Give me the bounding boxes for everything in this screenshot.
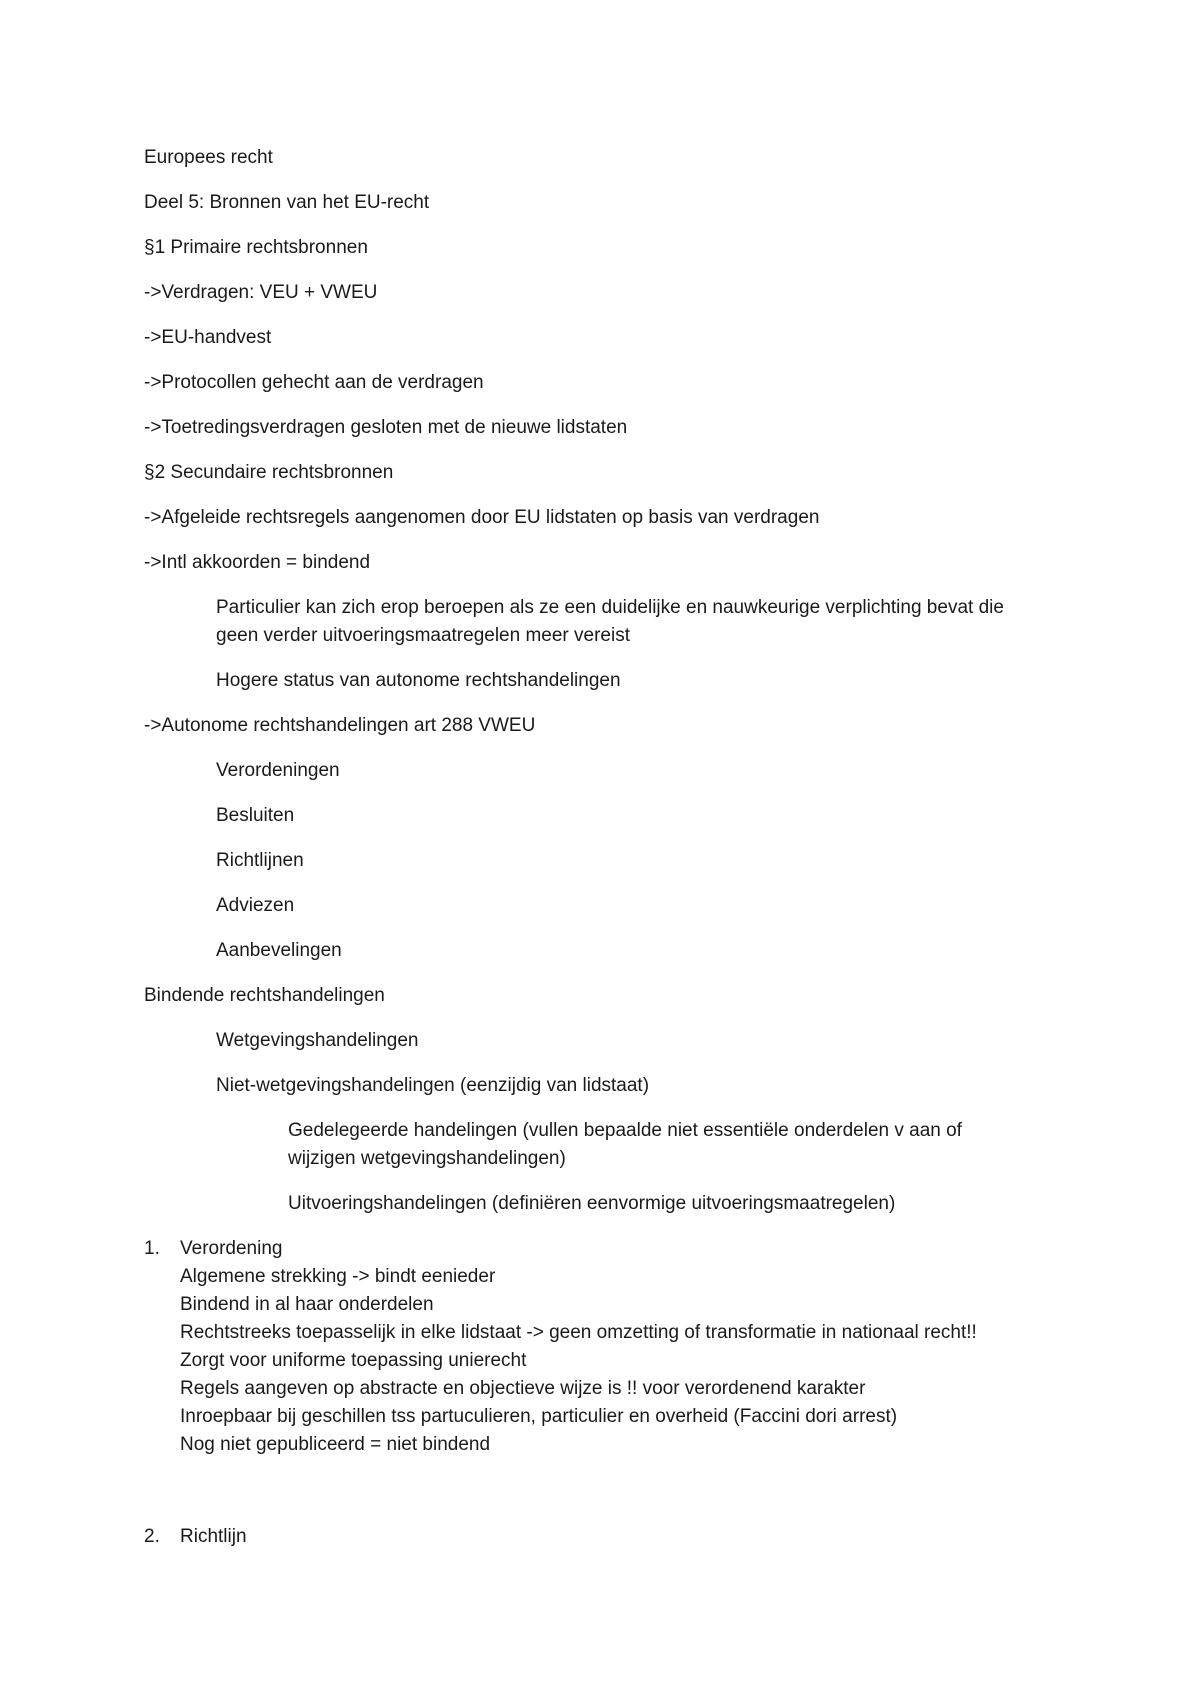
uitvoering-item: Uitvoeringshandelingen (definiëren eenvormige uitvoeringsmaatregelen) <box>288 1193 896 1214</box>
section-1-item: ->Toetredingsverdragen gesloten met de nieuwe lidstaten <box>144 417 628 438</box>
section-1-heading: §1 Primaire rechtsbronnen <box>144 237 368 258</box>
list-number: 1. <box>144 1238 160 1259</box>
numbered-line: Rechtstreeks toepasselijk in elke lidstaat -> geen omzetting of transformatie in nationaal recht!! <box>180 1322 977 1343</box>
numbered-line: Algemene strekking -> bindt eenieder <box>180 1266 496 1287</box>
document-title: Europees recht <box>144 147 273 168</box>
numbered-line: Nog niet gepubliceerd = niet bindend <box>180 1434 491 1455</box>
numbered-line: Zorgt voor uniforme toepassing unierecht <box>180 1350 527 1371</box>
numbered-line: Regels aangeven op abstracte en objectieve wijze is !! voor verordenend karakter <box>180 1378 866 1399</box>
bindende-heading: Bindende rechtshandelingen <box>144 985 385 1006</box>
numbered-title: Richtlijn <box>180 1526 247 1547</box>
section-1-item: ->Verdragen: VEU + VWEU <box>144 282 378 303</box>
section-2-item: ->Autonome rechtshandelingen art 288 VWEU <box>144 715 536 736</box>
section-2-item: ->Intl akkoorden = bindend <box>144 552 371 573</box>
autonome-item: Aanbevelingen <box>216 940 342 961</box>
section-1-item: ->EU-handvest <box>144 327 272 348</box>
section-2-item: ->Afgeleide rechtsregels aangenomen door EU lidstaten op basis van verdragen <box>144 507 820 528</box>
numbered-line: Bindend in al haar onderdelen <box>180 1294 434 1315</box>
intl-subitem: Hogere status van autonome rechtshandelingen <box>216 670 621 691</box>
autonome-item: Besluiten <box>216 805 295 826</box>
part-heading: Deel 5: Bronnen van het EU-recht <box>144 192 430 213</box>
bindende-item: Niet-wetgevingshandelingen (eenzijdig van lidstaat) <box>216 1075 650 1096</box>
gedelegeerde-line: Gedelegeerde handelingen (vullen bepaalde niet essentiële onderdelen v aan of <box>288 1120 962 1141</box>
intl-subitem-line: geen verder uitvoeringsmaatregelen meer vereist <box>216 625 630 646</box>
autonome-item: Richtlijnen <box>216 850 304 871</box>
numbered-line: Inroepbaar bij geschillen tss partuculieren, particulier en overheid (Faccini dori arrest) <box>180 1406 898 1427</box>
section-1-item: ->Protocollen gehecht aan de verdragen <box>144 372 484 393</box>
intl-subitem-line: Particulier kan zich erop beroepen als ze een duidelijke en nauwkeurige verplichting bevat die <box>216 597 1004 618</box>
gedelegeerde-line: wijzigen wetgevingshandelingen) <box>288 1148 566 1169</box>
bindende-item: Wetgevingshandelingen <box>216 1030 419 1051</box>
numbered-title: Verordening <box>180 1238 283 1259</box>
section-2-heading: §2 Secundaire rechtsbronnen <box>144 462 394 483</box>
autonome-item: Verordeningen <box>216 760 340 781</box>
list-number: 2. <box>144 1526 160 1547</box>
autonome-item: Adviezen <box>216 895 295 916</box>
